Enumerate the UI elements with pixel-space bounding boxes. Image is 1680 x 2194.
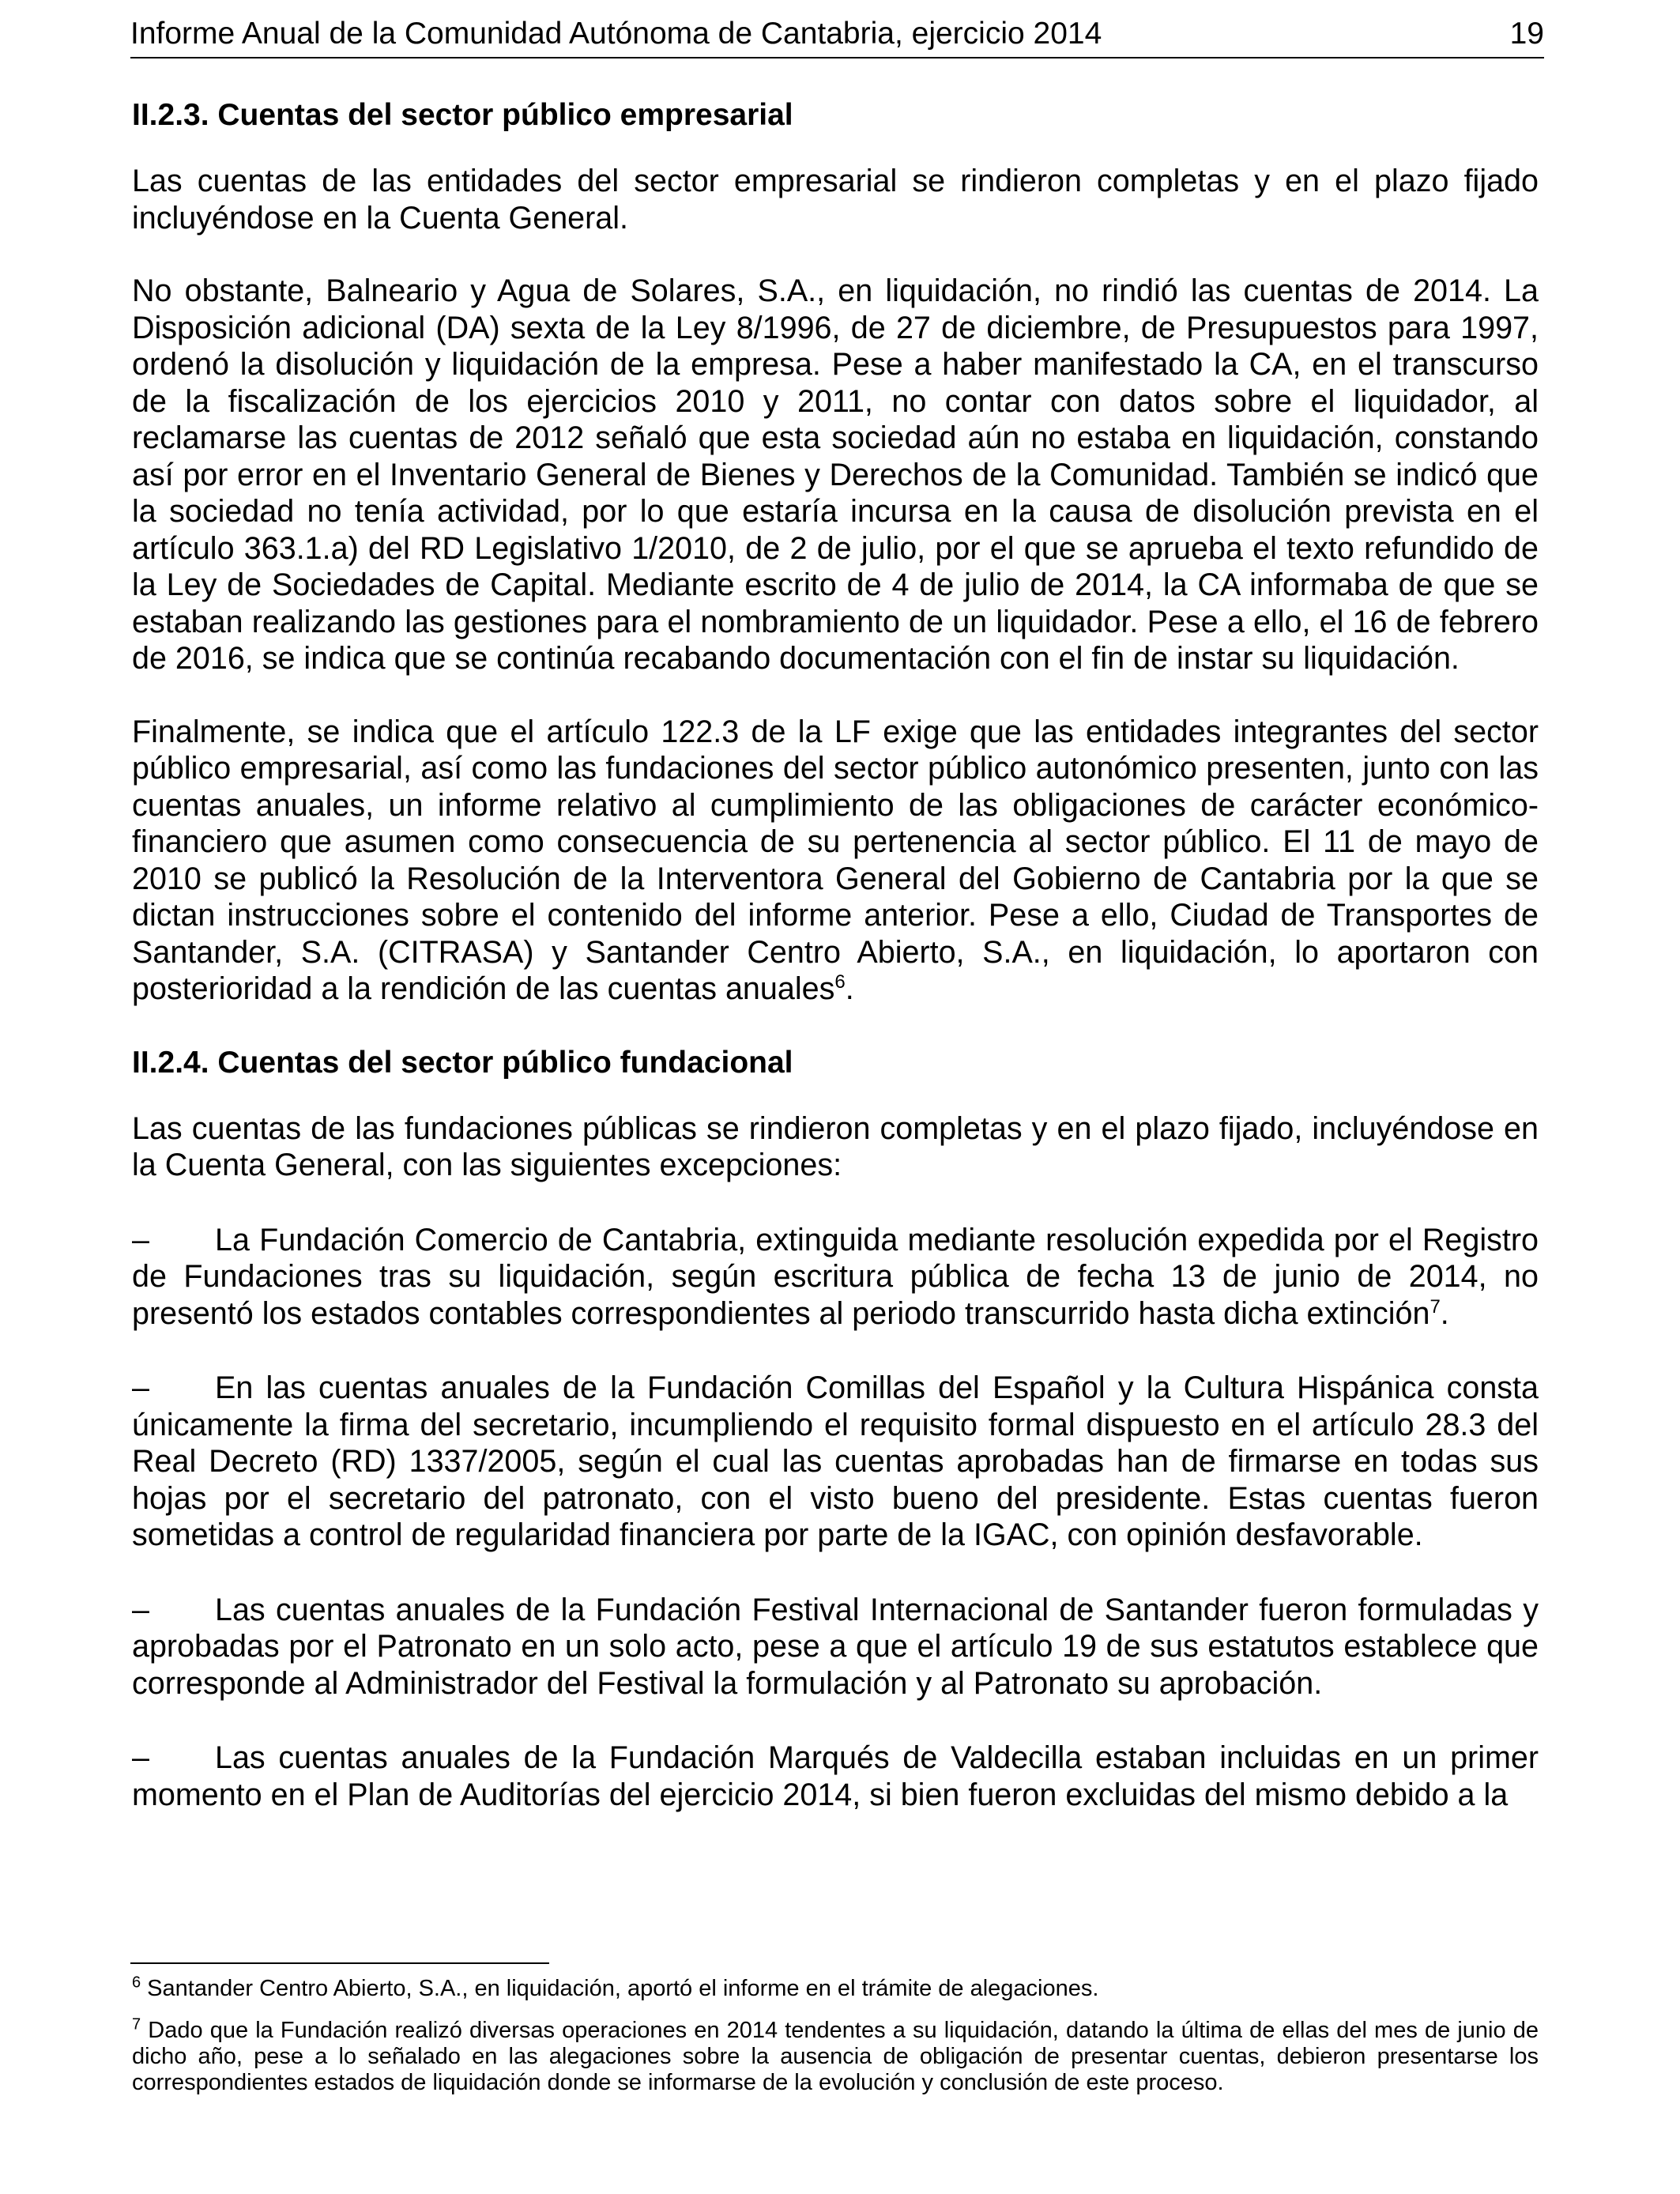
section-heading-2-2-3: II.2.3. Cuentas del sector público empresarial [132,98,793,132]
footnote-separator [130,1962,549,1964]
dash-bullet: – [132,1592,149,1627]
footnote-ref-7[interactable]: 7 [1430,1295,1441,1318]
paragraph-informe-122-3: Finalmente, se indica que el artículo 122.3 de la LF exige que las entidades integrantes del sector público empresarial, así como las fundaciones del sector público autonómico presenten, junto con las cuentas anuales, un informe relativo al cumplimiento de las obligaciones de carácter económico-financiero que asumen como consecuencia de su pertenencia al sector público. El 11 de mayo de 2010 se publicó la Resolución de la Interventora General del Gobierno de Cantabria por la que se dictan instrucciones sobre el contenido del informe anterior. Pese a ello, Ciudad de Transportes de Santander, S.A. (CITRASA) y Santander Centro Abierto, S.A., en liquidación, lo aportaron con posterioridad a la rendición de las cuentas anuales$^6$. [132,714,1539,1006]
footnote-7: $^7$ Dado que la Fundación realizó diversas operaciones en 2014 tendentes a su liquidación, datando la última de ellas del mes de junio de dicho año, pese a lo señalado en las alegaciones sobre la ausencia de obligación de presentar cuentas, debieron presentarse los correspondientes estados de liquidación donde se informarse de la evolución y conclusión de este proceso. [132,2015,1539,2095]
paragraph-fundacional-intro: Las cuentas de las fundaciones públicas se rindieron completas y en el plazo fijado, incluyéndose en la Cuenta General, con las siguientes excepciones: [132,1110,1539,1182]
dash-bullet: – [132,1740,149,1775]
footnotes [132,1973,1539,2096]
footnote-ref-6[interactable]: 6 [834,971,846,993]
header-rule [130,57,1544,58]
running-header [130,14,1544,54]
dash-bullet: – [132,1222,149,1257]
list-item-fundacion-comercio: – La Fundación Comercio de Cantabria, extinguida mediante resolución expedida por el Registro de Fundaciones tras su liquidación, según escritura pública de fecha 13 de junio de 2014, no presentó los estados contables correspondientes al periodo transcurrido hasta dicha extinción$^7$. [132,1222,1539,1331]
list-item-festival-internacional: – Las cuentas anuales de la Fundación Festival Internacional de Santander fueron formuladas y aprobadas por el Patronato en un solo acto, pese a que el artículo 19 de sus estatutos establece que corresponde al Administrador del Festival la formulación y al Patronato su aprobación. [132,1592,1539,1701]
paragraph-balneario: No obstante, Balneario y Agua de Solares, S.A., en liquidación, no rindió las cuentas de 2014. La Disposición adicional (DA) sexta de la Ley 8/1996, de 27 de diciembre, de Presupuestos para 1997, ordenó la disolución y liquidación de la empresa. Pese a haber manifestado la CA, en el transcurso de la fiscalización de los ejercicios 2010 y 2011, no contar con datos sobre el liquidador, al reclamarse las cuentas de 2012 señaló que esta sociedad aún no estaba en liquidación, constando así por error en el Inventario General de Bienes y Derechos de la Comunidad. También se indicó que la sociedad no tenía actividad, por lo que estaría incursa en la causa de disolución prevista en el artículo 363.1.a) del RD Legislativo 1/2010, de 2 de julio, por el que se aprueba el texto refundido de la Ley de Sociedades de Capital. Mediante escrito de 4 de julio de 2014, la CA informaba de que se estaban realizando las gestiones para el nombramiento de un liquidador. Pese a ello, el 16 de febrero de 2016, se indica que se continúa recabando documentación con el fin de instar su liquidación. [132,273,1539,676]
dash-bullet: – [132,1370,149,1405]
footnote-6: $^6$ Santander Centro Abierto, S.A., en liquidación, aportó el informe en el trámite de alegaciones. [132,1973,1099,2001]
paragraph-empresarial-intro: Las cuentas de las entidades del sector empresarial se rindieron completas y en el plazo fijado incluyéndose en la Cuenta General. [132,164,1539,236]
page-number: 19 [1509,17,1544,51]
section-heading-2-2-4: II.2.4. Cuentas del sector público fundacional [132,1045,793,1080]
list-item-marques-valdecilla: – Las cuentas anuales de la Fundación Marqués de Valdecilla estaban incluidas en un primer momento en el Plan de Auditorías del ejercicio 2014, si bien fueron excluidas del mismo debido a la [132,1740,1539,1812]
list-item-fundacion-comillas: – En las cuentas anuales de la Fundación Comillas del Español y la Cultura Hispánica consta únicamente la firma del secretario, incumpliendo el requisito formal dispuesto en el artículo 28.3 del Real Decreto (RD) 1337/2005, según el cual las cuentas aprobadas han de firmarse en todas sus hojas por el secretario del patronato, con el visto bueno del presidente. Estas cuentas fueron sometidas a control de regularidad financiera por parte de la IGAC, con opinión desfavorable. [132,1370,1539,1552]
body-content [132,92,1539,1813]
report-title: Informe Anual de la Comunidad Autónoma de Cantabria, ejercicio 2014 [130,17,1102,51]
